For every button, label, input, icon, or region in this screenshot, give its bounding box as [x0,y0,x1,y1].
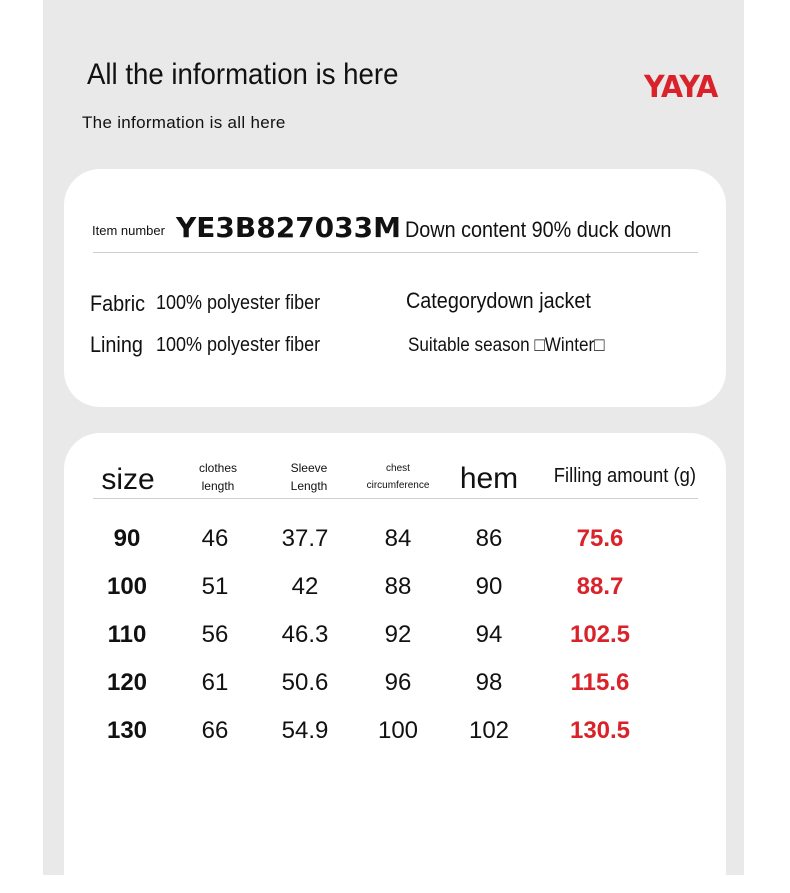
cell-hem: 90 [475,573,503,600]
header-sleeve-length: Sleeve Length [290,461,328,493]
cell-chest: 96 [384,669,412,696]
cell-sleeve: 42 [291,573,319,600]
header-clothes-length: clothes length [198,461,238,493]
item-number-label: Item number [92,223,165,238]
cell-length: 61 [201,669,229,696]
cell-hem: 94 [475,621,503,648]
season [408,335,626,357]
cell-filling: 115.6 [570,669,630,696]
cell-filling: 130.5 [569,717,631,744]
category [406,288,611,314]
cell-length: 51 [201,573,229,600]
cell-filling: 75.6 [576,525,624,552]
table-header-divider [93,498,698,499]
cell-size: 110 [107,621,147,648]
fabric-value: 100% polyester fiber [156,292,321,314]
season-value: □Winter□ [534,335,605,356]
cell-chest: 88 [384,573,412,600]
brand-logo: YAYA [644,70,718,105]
cell-length: 46 [201,525,229,552]
fabric-label: Fabric [90,291,146,316]
header-hem: hem [459,462,519,495]
header-chest-circumference: chest circumference [366,463,430,491]
cell-hem: 98 [475,669,503,696]
cell-size: 90 [113,525,141,552]
season-label: Suitable season [408,335,530,356]
cell-size: 120 [106,669,148,696]
cell-chest: 100 [377,717,419,744]
product-info-card [64,169,726,407]
page-subtitle: The information is all here [82,113,286,132]
page-title: All the information is here [87,58,399,91]
lining-value: 100% polyester fiber [156,334,321,356]
cell-filling: 88.7 [576,573,624,600]
cell-filling: 102.5 [569,621,631,648]
header-size: size [101,463,155,496]
cell-sleeve: 54.9 [281,717,329,744]
cell-hem: 102 [468,717,510,744]
cell-hem: 86 [475,525,503,552]
size-chart-card [64,433,726,893]
down-content: Down content 90% duck down [405,217,672,242]
cell-size: 100 [106,573,148,600]
cell-sleeve: 46.3 [281,621,329,648]
cell-length: 56 [201,621,229,648]
cell-sleeve: 37.7 [281,525,329,552]
info-divider [93,252,698,253]
cell-length: 66 [201,717,229,744]
lining-label: Lining [90,332,143,357]
item-number-value: YE3B827033M [176,211,401,244]
header-filling-amount: Filling amount (g) [553,465,696,487]
cell-chest: 92 [384,621,412,648]
cell-chest: 84 [384,525,412,552]
category-label: Category [406,288,487,313]
cell-size: 130 [106,717,148,744]
cell-sleeve: 50.6 [281,669,329,696]
category-value: down jacket [486,288,591,313]
